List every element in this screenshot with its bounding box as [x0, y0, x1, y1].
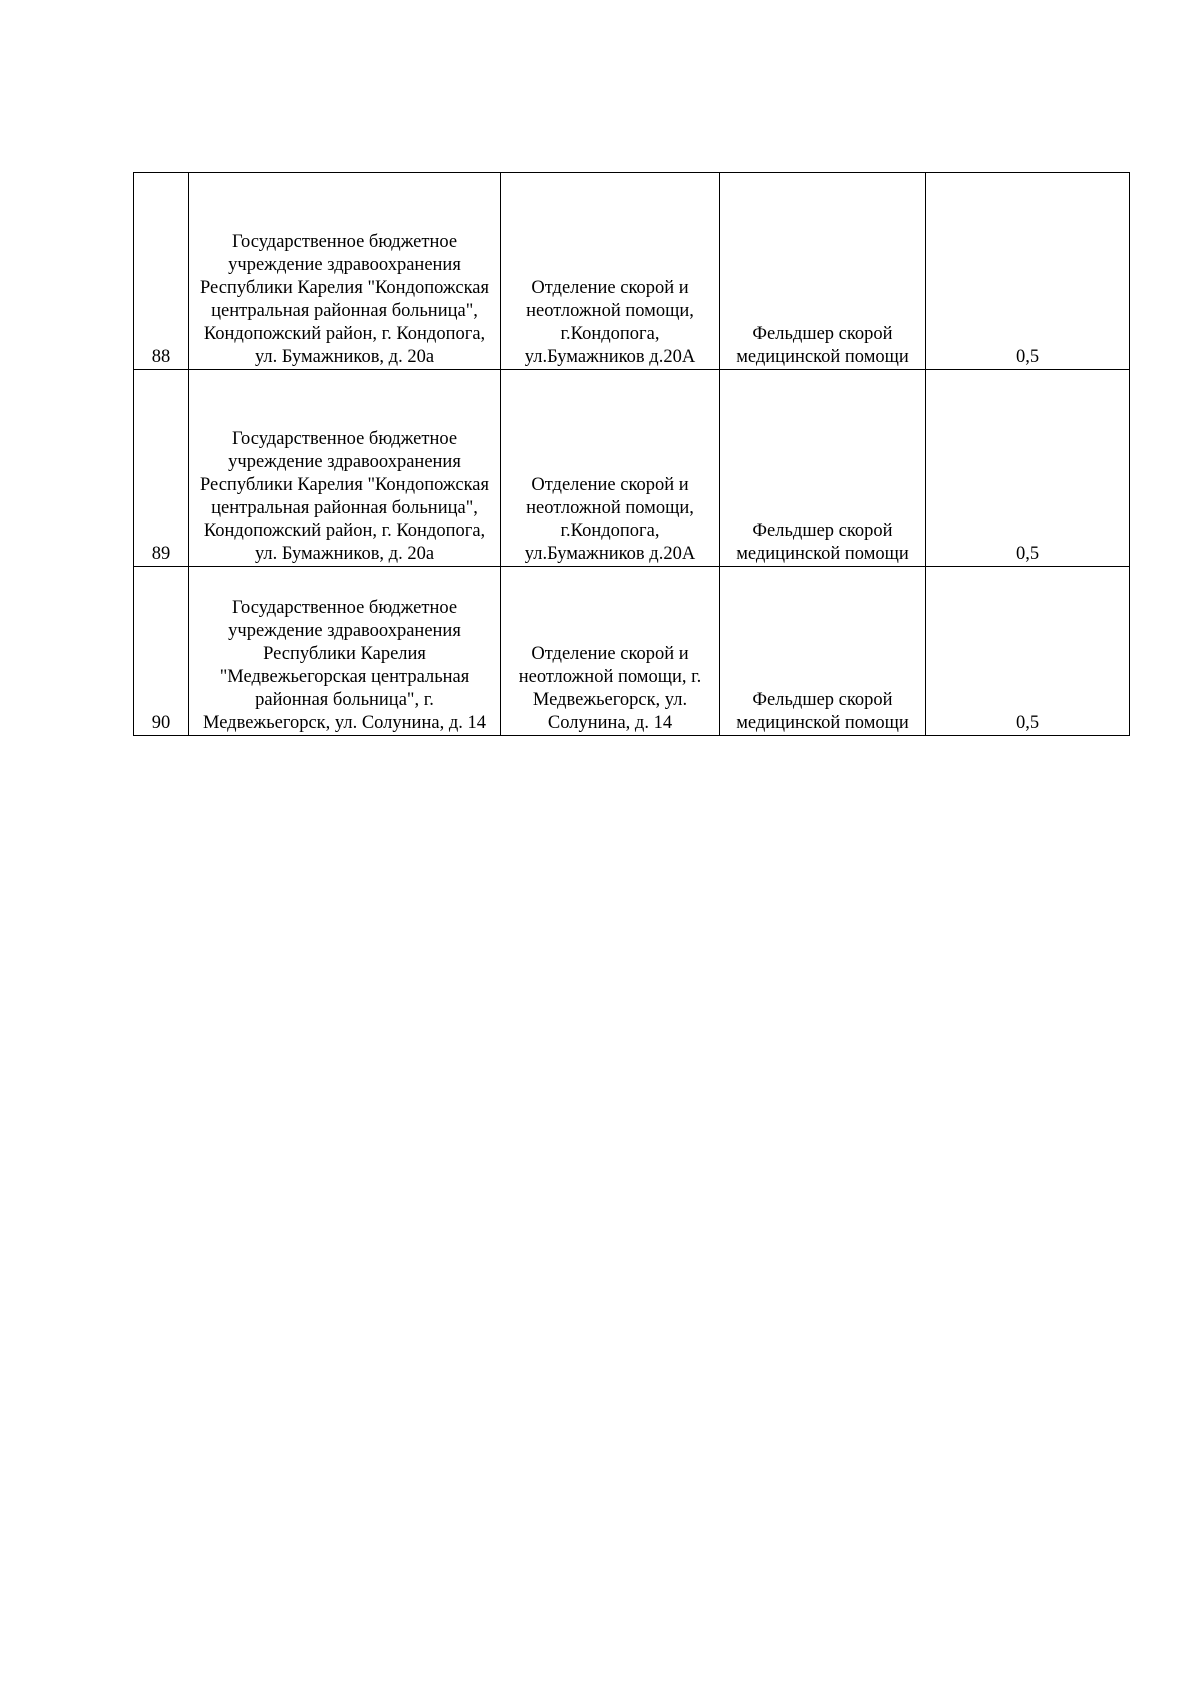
row-number: 89: [134, 370, 189, 567]
organization-cell: Государственное бюджетное учреждение здравоохранения Республики Карелия "Кондопожская центральная районная больница", Кондопожский район, г. Кондопога, ул. Бумажников, д. 20а: [189, 370, 501, 567]
row-number: 88: [134, 173, 189, 370]
rate-cell: 0,5: [926, 370, 1130, 567]
table-row: [134, 567, 1130, 736]
position-cell: Фельдшер скорой медицинской помощи: [720, 370, 926, 567]
position-cell: Фельдшер скорой медицинской помощи: [720, 567, 926, 736]
department-cell: Отделение скорой и неотложной помощи, г.Кондопога, ул.Бумажников д.20А: [501, 370, 720, 567]
department-cell: Отделение скорой и неотложной помощи, г.Кондопога, ул.Бумажников д.20А: [501, 173, 720, 370]
department-cell: Отделение скорой и неотложной помощи, г. Медвежьегорск, ул. Солунина, д. 14: [501, 567, 720, 736]
row-number: 90: [134, 567, 189, 736]
vacancy-table: [133, 172, 1130, 736]
rate-cell: 0,5: [926, 567, 1130, 736]
table-row: [134, 370, 1130, 567]
table-row: [134, 173, 1130, 370]
organization-cell: Государственное бюджетное учреждение здравоохранения Республики Карелия "Кондопожская центральная районная больница", Кондопожский район, г. Кондопога, ул. Бумажников, д. 20а: [189, 173, 501, 370]
position-cell: Фельдшер скорой медицинской помощи: [720, 173, 926, 370]
rate-cell: 0,5: [926, 173, 1130, 370]
organization-cell: Государственное бюджетное учреждение здравоохранения Республики Карелия "Медвежьегорская центральная районная больница", г. Медвежьегорск, ул. Солунина, д. 14: [189, 567, 501, 736]
